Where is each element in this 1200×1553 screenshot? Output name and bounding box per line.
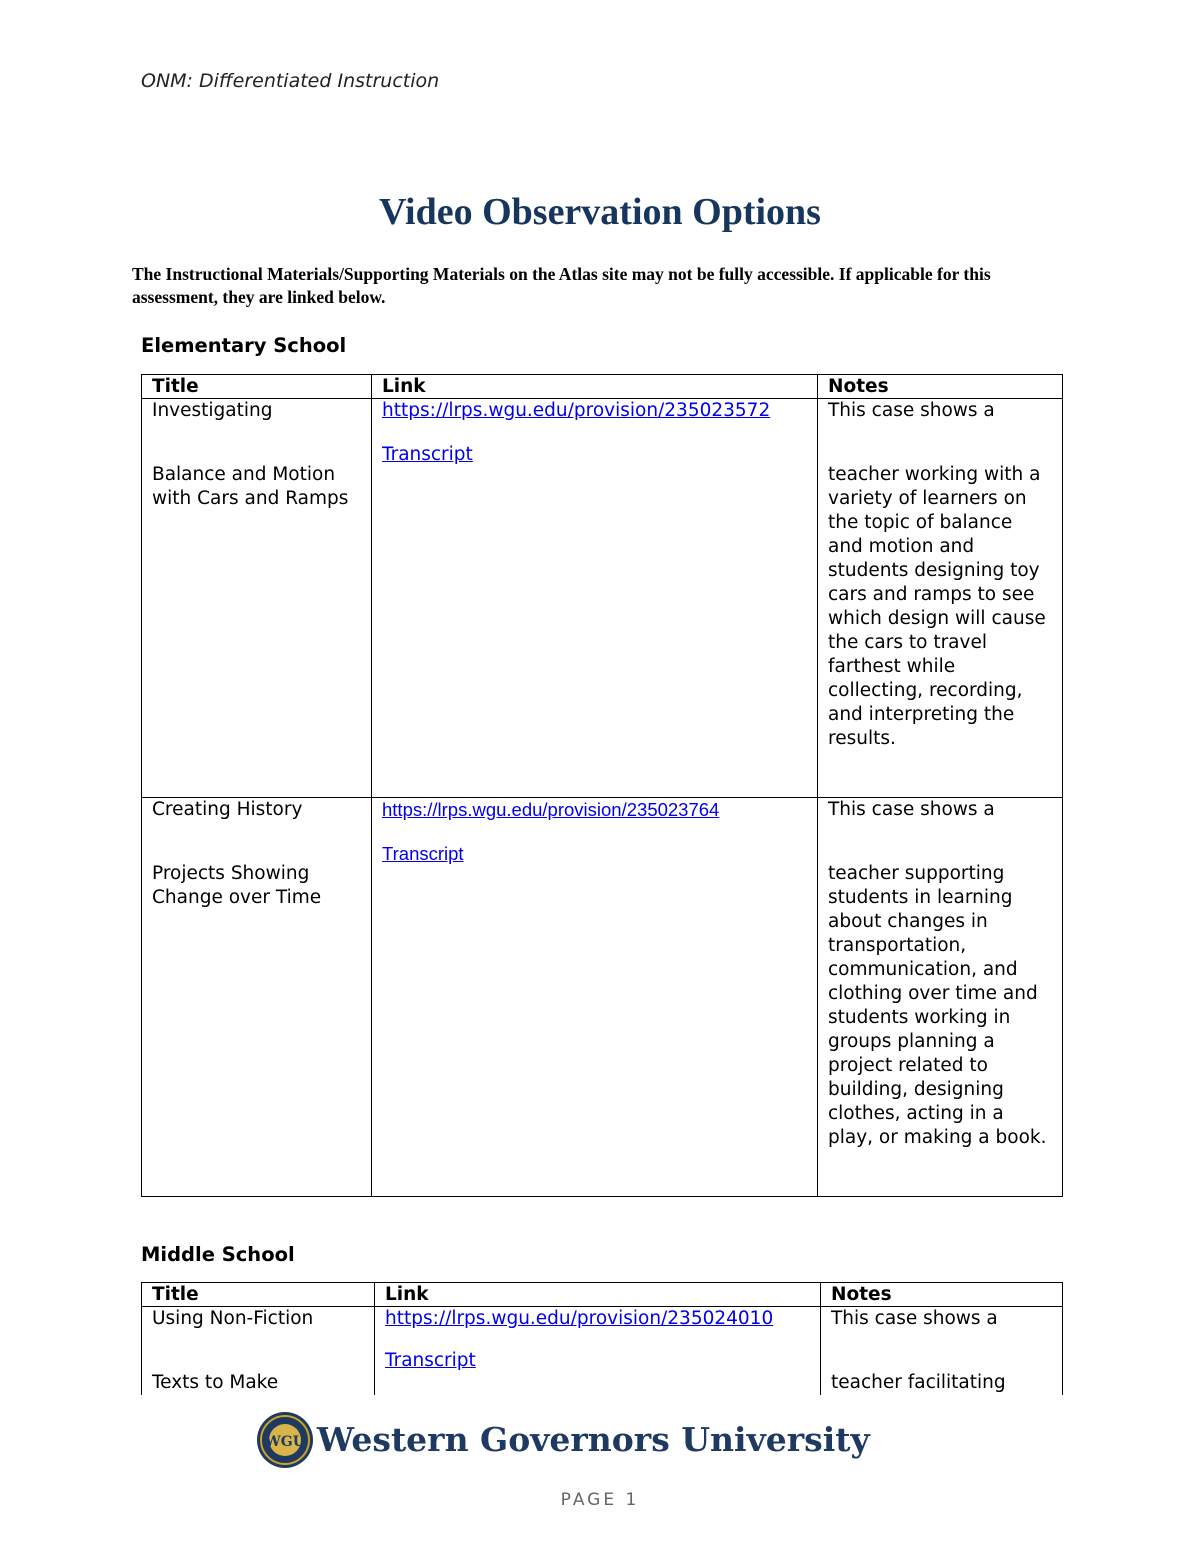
column-header-link: Link bbox=[375, 1283, 821, 1307]
notes-line: This case shows a bbox=[831, 1308, 998, 1329]
title-line: Texts to Make bbox=[152, 1372, 279, 1393]
page-title: Video Observation Options bbox=[379, 191, 821, 233]
elementary-school-heading: Elementary School bbox=[141, 334, 347, 357]
column-header-notes: Notes bbox=[821, 1283, 1063, 1307]
wgu-logo bbox=[255, 1410, 905, 1470]
notes-text: teacher working with a variety of learners on the topic of balance and motion and students designing toy cars and ramps to see which design will cause the cars to travel farthest while collecting, recording, and interpreting the results. bbox=[828, 464, 1046, 749]
middle-school-heading: Middle School bbox=[141, 1243, 295, 1266]
column-header-notes: Notes bbox=[818, 375, 1063, 399]
notes-cell bbox=[818, 798, 1063, 1197]
seal-text: WGU bbox=[265, 1434, 305, 1450]
transcript-link[interactable]: Transcript bbox=[385, 1350, 476, 1371]
video-link[interactable]: https://lrps.wgu.edu/provision/235023764 bbox=[382, 799, 720, 820]
wgu-seal-icon bbox=[255, 1410, 315, 1470]
link-cell bbox=[372, 798, 818, 1197]
video-link[interactable]: https://lrps.wgu.edu/provision/235023572 bbox=[382, 400, 771, 421]
column-header-link: Link bbox=[372, 375, 818, 399]
table-header-row bbox=[142, 1283, 1063, 1307]
notes-line: This case shows a bbox=[828, 799, 995, 820]
middle-table bbox=[141, 1282, 1063, 1395]
title-line: Creating History bbox=[152, 799, 303, 820]
video-link[interactable]: https://lrps.wgu.edu/provision/235024010 bbox=[385, 1308, 774, 1329]
link-cell bbox=[372, 399, 818, 798]
university-name: Western Governors University bbox=[317, 1420, 870, 1459]
notes-text: teacher facilitating bbox=[831, 1372, 1006, 1393]
running-header: ONM: Differentiated Instruction bbox=[141, 70, 440, 92]
notes-cell bbox=[818, 399, 1063, 798]
table-header-row bbox=[142, 375, 1063, 399]
title-line: Using Non-Fiction bbox=[152, 1308, 314, 1329]
notes-cell bbox=[821, 1307, 1063, 1396]
notes-line: This case shows a bbox=[828, 400, 995, 421]
column-header-title: Title bbox=[142, 1283, 375, 1307]
title-line: Investigating bbox=[152, 400, 273, 421]
link-cell bbox=[375, 1307, 821, 1396]
elementary-table bbox=[141, 374, 1063, 1197]
transcript-link[interactable]: Transcript bbox=[382, 444, 473, 465]
title-line: Balance and Motion with Cars and Ramps bbox=[152, 464, 349, 509]
transcript-link[interactable]: Transcript bbox=[382, 843, 464, 864]
table-row bbox=[142, 1307, 1063, 1396]
title-cell bbox=[142, 1307, 375, 1396]
notes-text: teacher supporting students in learning about changes in transportation, communication, and clothing over time and students working in groups planning a project related to building, designing clothes, acting in a play, or making a book. bbox=[828, 863, 1047, 1148]
accessibility-notice: The Instructional Materials/Supporting Materials on the Atlas site may not be fully accessible. If applicable for this assessment, they are linked below. bbox=[132, 264, 991, 307]
middle-table-clip bbox=[0, 1282, 1200, 1395]
page-number: PAGE 1 bbox=[560, 1490, 640, 1510]
title-cell bbox=[142, 798, 372, 1197]
column-header-title: Title bbox=[142, 375, 372, 399]
title-cell bbox=[142, 399, 372, 798]
table-row bbox=[142, 399, 1063, 798]
table-row bbox=[142, 798, 1063, 1197]
title-line: Projects Showing Change over Time bbox=[152, 863, 322, 908]
